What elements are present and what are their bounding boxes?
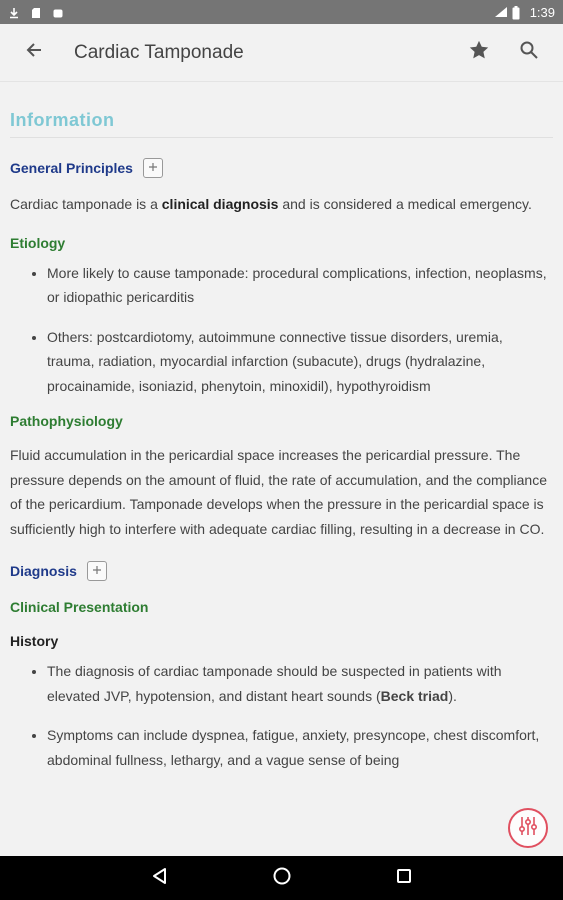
sliders-icon bbox=[516, 814, 540, 843]
filter-fab-button[interactable] bbox=[508, 808, 548, 848]
nav-home-button[interactable] bbox=[267, 863, 297, 893]
section-header-information: Information bbox=[10, 110, 553, 138]
general-principles-title: General Principles bbox=[10, 160, 133, 176]
diagnosis-title: Diagnosis bbox=[10, 563, 77, 579]
app-notification-icon bbox=[52, 6, 64, 18]
system-nav-bar bbox=[0, 856, 563, 900]
download-icon bbox=[8, 6, 20, 18]
status-time: 1:39 bbox=[529, 4, 555, 20]
signal-icon bbox=[494, 6, 506, 18]
expand-general-principles-button[interactable] bbox=[143, 158, 163, 178]
history-text-part: The diagnosis of cardiac tamponade should be suspected in patients with elevated JVP, hypotension, and distant heart sounds ( bbox=[47, 663, 502, 704]
etiology-heading: Etiology bbox=[10, 234, 66, 251]
arrow-back-icon bbox=[25, 41, 43, 64]
etiology-list bbox=[10, 261, 553, 399]
sd-card-icon bbox=[30, 6, 42, 18]
list-item: • Symptoms can include dyspnea, fatigue, anxiety, presyncope, chest discomfort, abdominal fullness, lethargy, and a vague sense of being bbox=[47, 723, 553, 772]
list-item: • More likely to cause tamponade: procedural complications, infection, neoplasms, or idiopathic pericarditis bbox=[47, 261, 553, 310]
square-recents-icon bbox=[395, 867, 413, 890]
list-item: • Others: postcardiotomy, autoimmune connective tissue disorders, uremia, trauma, radiation, myocardial infarction (subacute), drugs (hydralazine, procainamide, isoniazid, phenytoin, minoxidil), hypothyroidism bbox=[47, 325, 553, 399]
list-item bbox=[47, 659, 553, 708]
favorite-button[interactable] bbox=[467, 41, 491, 65]
beck-triad-bold: Beck triad bbox=[380, 687, 449, 704]
expand-icon bbox=[147, 160, 159, 176]
clinical-presentation-heading: Clinical Presentation bbox=[10, 599, 149, 615]
battery-icon bbox=[512, 6, 524, 18]
status-bar bbox=[0, 0, 563, 24]
pathophysiology-text: Fluid accumulation in the pericardial space increases the pericardial pressure. The pressure depends on the amount of fluid, the rate of accumulation, and the compliance of the pericardium. Tamponade develops when the pressure in the pericardial space is sufficiently high to interfere with adequate cardiac filling, resulting in a decrease in CO. bbox=[10, 447, 548, 537]
expand-diagnosis-button[interactable] bbox=[87, 561, 107, 581]
star-icon bbox=[468, 39, 490, 66]
page-title: Cardiac Tamponade bbox=[74, 41, 244, 63]
general-text-part: and is considered a medical emergency. bbox=[278, 196, 532, 212]
general-text-part: Cardiac tamponade is a bbox=[10, 196, 162, 212]
history-heading: History bbox=[10, 633, 59, 649]
search-icon bbox=[519, 40, 539, 65]
general-principles-heading bbox=[10, 158, 553, 178]
triangle-back-icon bbox=[151, 867, 169, 890]
content-area[interactable] bbox=[0, 82, 563, 856]
pathophysiology-heading: Pathophysiology bbox=[10, 413, 123, 429]
diagnosis-heading bbox=[10, 561, 553, 581]
back-button[interactable] bbox=[22, 41, 46, 65]
history-text-part: ). bbox=[448, 687, 457, 704]
expand-icon bbox=[91, 563, 103, 579]
clinical-diagnosis-bold: clinical diagnosis bbox=[161, 196, 279, 212]
nav-back-button[interactable] bbox=[145, 863, 175, 893]
search-button[interactable] bbox=[517, 41, 541, 65]
general-principles-text bbox=[10, 192, 553, 217]
history-list bbox=[10, 659, 553, 772]
app-bar bbox=[0, 24, 563, 82]
nav-recents-button[interactable] bbox=[389, 863, 419, 893]
circle-home-icon bbox=[272, 866, 292, 891]
